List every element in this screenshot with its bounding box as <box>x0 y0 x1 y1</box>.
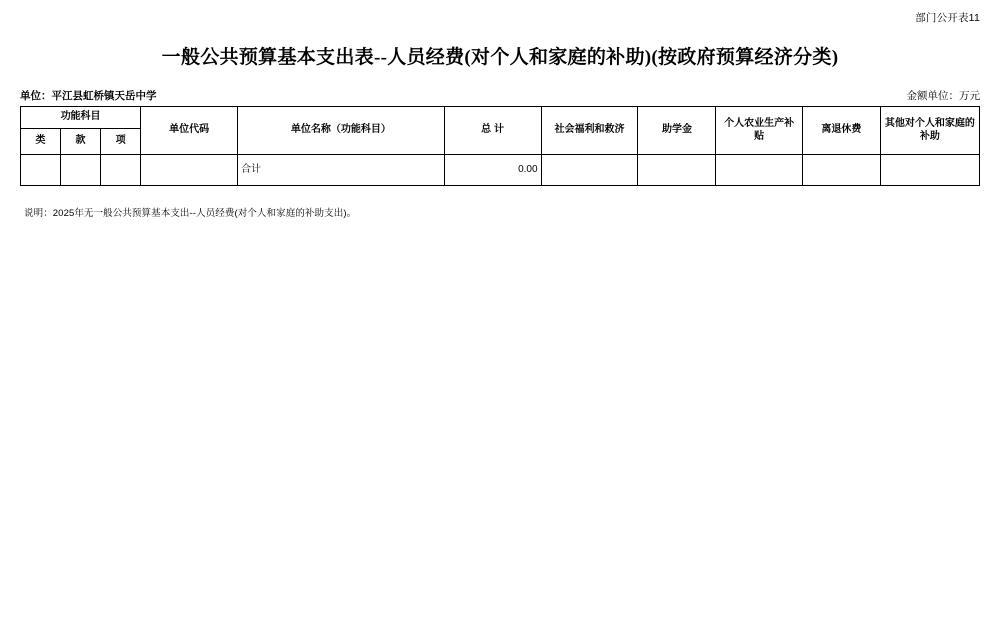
cell-unit-name: 合计 <box>238 155 445 186</box>
header-other-subsidy: 其他对个人和家庭的补助 <box>880 107 979 155</box>
amount-unit-label: 金额单位：万元 <box>906 90 980 102</box>
header-lei: 类 <box>21 129 61 155</box>
header-grant: 助学金 <box>638 107 716 155</box>
cell-lei <box>21 155 61 186</box>
table-header-row-1 <box>21 107 980 129</box>
header-kuan: 款 <box>61 129 101 155</box>
unit-label: 单位：平江县虹桥镇天岳中学 <box>20 90 157 102</box>
cell-xiang <box>101 155 141 186</box>
header-unit-code: 单位代码 <box>141 107 238 155</box>
cell-farm-subsidy <box>716 155 802 186</box>
document-tag: 部门公开表11 <box>915 12 980 24</box>
cell-social-welfare <box>541 155 638 186</box>
header-unit-name: 单位名称（功能科目） <box>238 107 445 155</box>
budget-table <box>20 106 980 186</box>
header-farm-subsidy: 个人农业生产补贴 <box>716 107 802 155</box>
cell-unit-code <box>141 155 238 186</box>
header-xiang: 项 <box>101 129 141 155</box>
table-row <box>21 155 980 186</box>
table-note: 说明：2025年无一般公共预算基本支出--人员经费(对个人和家庭的补助支出)。 <box>24 208 357 219</box>
cell-total: 0.00 <box>444 155 541 186</box>
header-social-welfare: 社会福利和救济 <box>541 107 638 155</box>
cell-grant <box>638 155 716 186</box>
header-retirement: 离退休费 <box>802 107 880 155</box>
page-title: 一般公共预算基本支出表--人员经费(对个人和家庭的补助)(按政府预算经济分类) <box>161 47 839 68</box>
header-functional-subject: 功能科目 <box>21 107 141 129</box>
cell-kuan <box>61 155 101 186</box>
cell-retirement <box>802 155 880 186</box>
meta-row <box>20 88 980 102</box>
cell-other-subsidy <box>880 155 979 186</box>
header-total: 总 计 <box>444 107 541 155</box>
